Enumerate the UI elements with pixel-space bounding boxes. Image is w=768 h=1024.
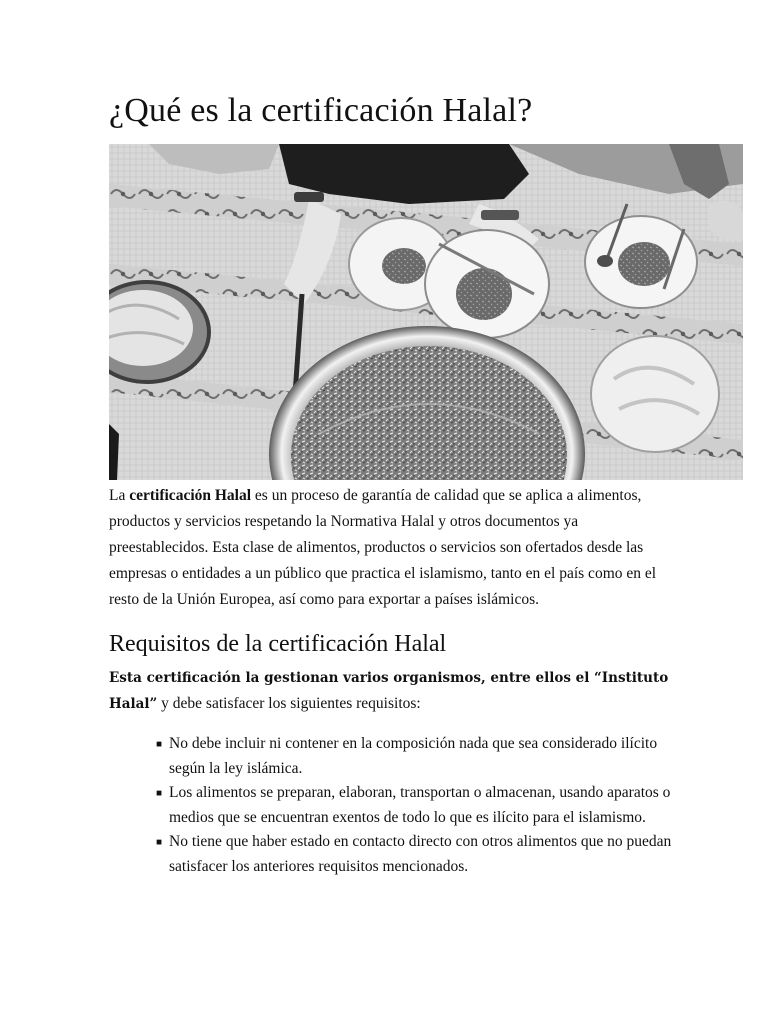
bullet-square-icon: ■	[156, 837, 163, 848]
requirements-lead-bold: Esta certificación la gestionan varios organismos, entre ellos el “Instituto Halal”	[109, 670, 669, 712]
page-title: ¿Qué es la certificación Halal?	[109, 92, 533, 129]
intro-bold-term: certificación Halal	[129, 487, 252, 504]
intro-rest: es un proceso de garantía de calidad que se aplica a alimentos, productos y servicios respetando la Normativa Halal y otros documentos ya preestablecidos. Esta clase de alimentos, productos o servicios son ofertados desde las empresas o entidades a un público que practica el islamismo, tanto en el país como en el resto de la Unión Europea, así como para exportar a países islámicos.	[109, 487, 657, 608]
list-item-text: No debe incluir ni contener en la composición nada que sea considerado ilícito según la ley islámica.	[169, 735, 658, 777]
requirements-lead-rest: y debe satisfacer los siguientes requisitos:	[157, 695, 421, 712]
intro-prefix: La	[109, 487, 130, 504]
requirements-list	[149, 732, 679, 879]
intro-paragraph	[109, 483, 669, 613]
shared-meal-photo	[109, 144, 743, 480]
list-item	[149, 781, 679, 830]
shared-meal-illustration	[109, 144, 743, 480]
list-item	[149, 732, 679, 781]
requirements-heading: Requisitos de la certificación Halal	[109, 631, 447, 657]
list-item-text: No tiene que haber estado en contacto directo con otros alimentos que no puedan satisfacer los anteriores requisitos mencionados.	[169, 833, 672, 875]
list-item	[149, 830, 679, 879]
bullet-square-icon: ■	[156, 739, 163, 750]
bullet-square-icon: ■	[156, 788, 163, 799]
requirements-lead	[109, 665, 669, 717]
list-item-text: Los alimentos se preparan, elaboran, transportan o almacenan, usando aparatos o medios que se encuentran exentos de todo lo que es ilícito para el islamismo.	[169, 784, 671, 826]
